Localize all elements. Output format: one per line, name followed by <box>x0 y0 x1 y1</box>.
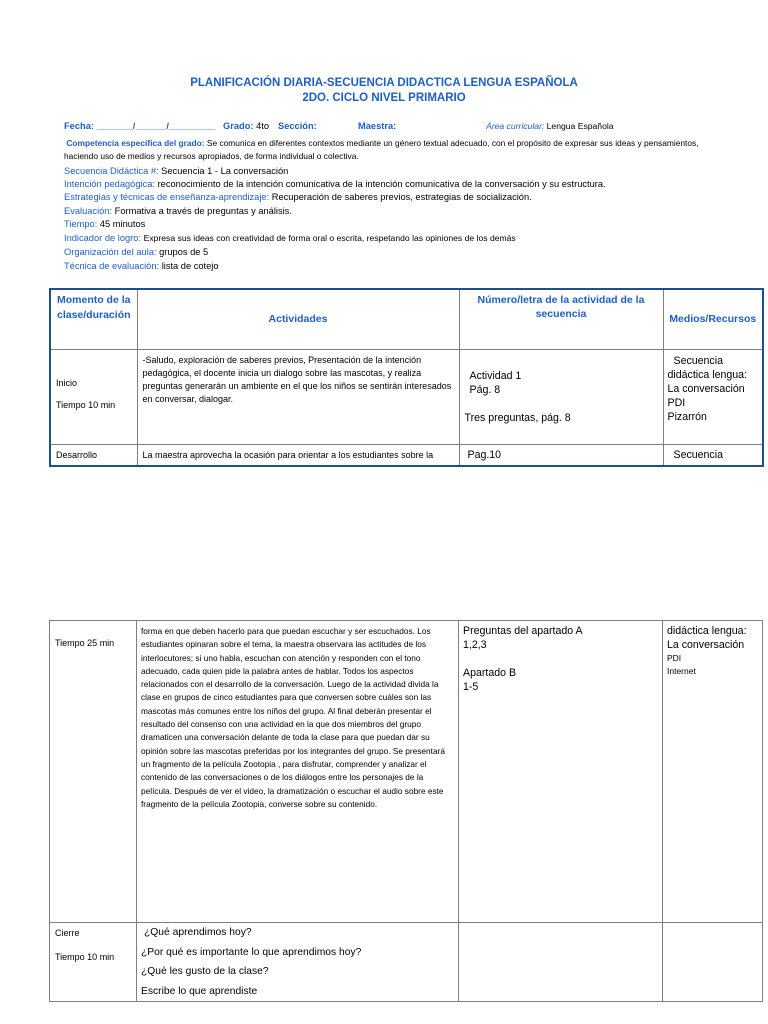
table-row <box>50 923 763 1002</box>
table-row <box>50 349 763 444</box>
desarrollo-medios-4: Internet <box>667 666 696 676</box>
tecnica-label: Técnica de evaluación: <box>64 261 160 271</box>
tecnica-field <box>64 260 219 273</box>
organizacion-value: grupos de 5 <box>159 247 209 257</box>
desarrollo-numero-2: 1,2,3 <box>463 639 487 651</box>
cierre-numero-empty <box>459 923 663 1002</box>
inicio-tiempo: Tiempo 10 min <box>56 399 116 410</box>
area-label: Área curricular: <box>486 121 545 131</box>
evaluacion-value: Formativa a través de preguntas y análisis. <box>114 206 292 216</box>
inicio-momento-cell <box>50 349 137 444</box>
header-medios: Medios/Recursos <box>663 289 763 349</box>
grado-field <box>223 120 269 133</box>
tiempo-value: 45 minutos <box>99 219 146 229</box>
desarrollo-actividades: forma en que deben hacerlo para que puedan escuchar y ser escuchados. Los estudiantes opinaran sobre el tema, la maestra observara las actitudes de los interlocutores; si uno habla, escuchan con atención y responden con el tono adecuado, cada quien pide la palabra antes de hablar. Todos los aspectos relacionados con el desarrollo de la conversación. Luego de la actividad divida la clase en grupos de cinco estudiantes para que conversen sobre cuáles son las mascotas más comunes entre los niños del grupo. Al final deberán presentar el resultado del consenso con una actividad en la que dos miembros del grupo dramaticen una conversación delante de toda la clase para que puedan dar su opinión sobre las mascotas preferidas por los integrantes del grupo. Se presentará un fragmento de la película Zootopia , para disfrutar, comprender y analizar el contenido de las conversaciones o de los diálogos entre los personajes de la película. Después de ver el video, la dramatización o escuchar el audio sobre este fragmento de la película Zootopia, converse sobre su contenido. <box>137 621 459 923</box>
desarrollo-medios-start: Secuencia <box>663 444 763 466</box>
indicador-value: Expresa sus ideas con creatividad de forma oral o escrita, respetando las opiniones de los demás <box>143 233 516 243</box>
table-row <box>50 444 763 466</box>
desarrollo-medios-2: La conversación <box>667 639 745 651</box>
inicio-medios-1: Secuencia <box>673 354 723 367</box>
inicio-numero-cell <box>459 349 663 444</box>
area-field <box>486 120 614 133</box>
fecha-field <box>64 120 215 133</box>
indicador-field <box>64 232 516 245</box>
maestra-field <box>358 120 396 133</box>
inicio-actividades: -Saludo, exploración de saberes previos, Presentación de la intención pedagógica, el docente inicia un dialogo sobre las mascotas, y realiza preguntas generarán un ambiente en el que los niños se sentirán interesados en conversar, dialogar. <box>137 349 459 444</box>
organizacion-field <box>64 246 208 259</box>
desarrollo-medios-cell <box>663 621 763 923</box>
desarrollo-numero-1: Preguntas del apartado A <box>463 625 583 637</box>
competencia-label: Competencia específica del grado: <box>66 138 205 148</box>
estrategias-value: Recuperación de saberes previos, estrategias de socialización. <box>271 192 532 202</box>
desarrollo-numero-4: 1-5 <box>463 681 479 693</box>
inicio-medios-5: Pizarrón <box>667 410 707 423</box>
inicio-numero-2: Pág. 8 <box>469 383 501 396</box>
secuencia-field <box>64 165 288 178</box>
inicio-medios-cell <box>663 349 763 444</box>
desarrollo-medios-1: didáctica lengua: <box>667 625 747 637</box>
competencia-field <box>64 137 724 162</box>
secuencia-value: Secuencia 1 - La conversación <box>161 166 289 176</box>
desarrollo-tiempo: Tiempo 25 min <box>50 621 137 923</box>
cierre-q1: ¿Qué aprendimos hoy? <box>144 927 252 938</box>
seccion-label: Sección: <box>278 121 317 131</box>
intencion-label: Intención pedagógica: <box>64 179 155 189</box>
competencia-value: Se comunica en diferentes contextos mediante un género textual adecuado, con el propósito de expresar sus ideas y pensamientos, haciendo uso de medios y recursos apropiados, de forma individual o colectiva. <box>64 138 699 161</box>
cierre-medios-empty <box>663 923 763 1002</box>
desarrollo-medios-3: PDI <box>667 653 682 663</box>
organizacion-label: Organización del aula: <box>64 247 157 257</box>
cierre-momento-cell <box>50 923 137 1002</box>
planning-table-part2 <box>49 620 763 1002</box>
cierre-q4: Escribe lo que aprendiste <box>141 985 258 997</box>
tecnica-value: lista de cotejo <box>161 261 219 271</box>
inicio-medios-3: La conversación <box>667 382 745 395</box>
cierre-momento: Cierre <box>55 928 80 938</box>
inicio-medios-2: didáctica lengua: <box>667 368 748 381</box>
indicador-label: Indicador de logro: <box>64 233 142 243</box>
desarrollo-momento: Desarrollo <box>50 444 137 466</box>
estrategias-field <box>64 191 532 204</box>
document-subtitle: 2DO. CICLO NIVEL PRIMARIO <box>302 92 466 104</box>
tiempo-label: Tiempo: <box>64 219 98 229</box>
desarrollo-actividades-start: La maestra aprovecha la ocasión para orientar a los estudiantes sobre la <box>137 444 459 466</box>
header-numero: Número/letra de la actividad de la secuencia <box>459 289 663 349</box>
estrategias-label: Estrategias y técnicas de enseñanza-aprendizaje: <box>64 192 270 202</box>
header-momento: Momento de la clase/duración <box>50 289 137 349</box>
cierre-tiempo: Tiempo 10 min <box>55 952 115 962</box>
table-header-row <box>50 289 763 349</box>
desarrollo-numero-start: Pag.10 <box>459 444 663 466</box>
tiempo-field <box>64 218 145 231</box>
grado-label: Grado: <box>223 121 254 131</box>
intencion-field <box>64 178 606 191</box>
cierre-q3: ¿Qué les gusto de la clase? <box>141 966 269 977</box>
inicio-numero-1: Actividad 1 <box>469 369 522 382</box>
planning-table-part1 <box>49 288 764 467</box>
intencion-value: reconocimiento de la intención comunicativa de la intención comunicativa de la conversación y su estructura. <box>157 179 606 189</box>
header-actividades: Actividades <box>137 289 459 349</box>
secuencia-label: Secuencia Didáctica #: <box>64 166 159 176</box>
seccion-field <box>278 120 317 133</box>
evaluacion-field <box>64 205 292 218</box>
maestra-label: Maestra: <box>358 121 397 131</box>
evaluacion-label: Evaluación: <box>64 206 113 216</box>
area-value: Lengua Española <box>546 121 614 131</box>
inicio-numero-3: Tres preguntas, pág. 8 <box>464 411 571 424</box>
fecha-label: Fecha: <box>64 121 94 131</box>
table-row <box>50 621 763 923</box>
inicio-momento: Inicio <box>56 377 78 388</box>
desarrollo-numero-cell <box>459 621 663 923</box>
cierre-q2: ¿Por qué es importante lo que aprendimos hoy? <box>141 946 362 958</box>
desarrollo-numero-3: Apartado B <box>463 667 517 679</box>
fecha-value: _______/______/_________ <box>96 121 216 131</box>
inicio-medios-4: PDI <box>667 396 686 409</box>
cierre-actividades-cell <box>137 923 459 1002</box>
document-title: PLANIFICACIÓN DIARIA-SECUENCIA DIDACTICA LENGUA ESPAÑOLA <box>190 77 578 89</box>
grado-value: 4to <box>256 121 270 131</box>
